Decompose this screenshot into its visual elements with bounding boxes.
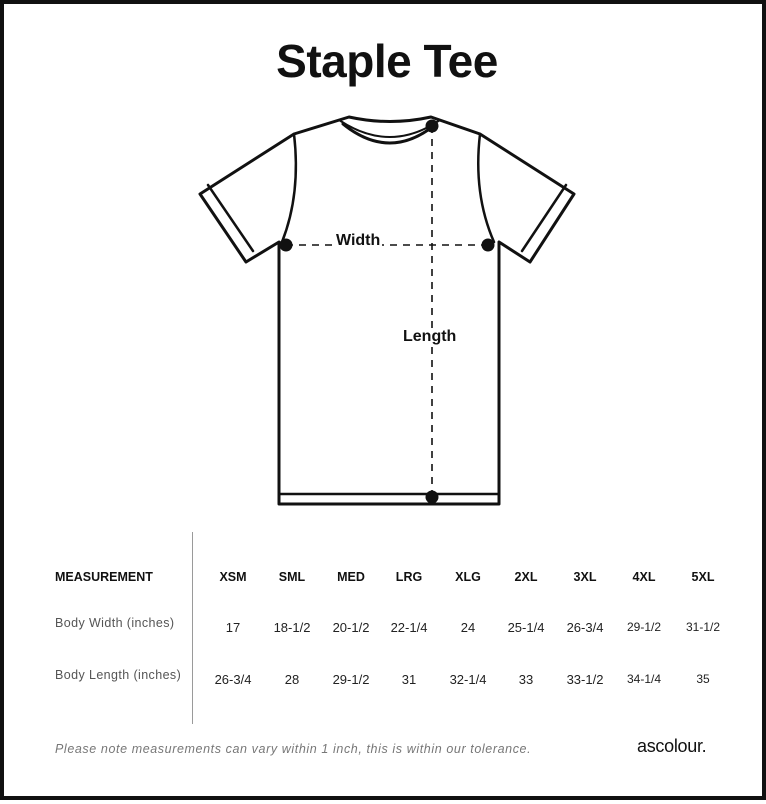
- table-cell: 35: [696, 672, 710, 686]
- length-bottom-point: [426, 491, 439, 504]
- table-cell: 22-1/4: [390, 620, 428, 635]
- table-cell: 33: [518, 672, 534, 687]
- measurement-header: MEASUREMENT: [55, 570, 153, 584]
- size-header: 4XL: [632, 570, 656, 584]
- size-header: SML: [278, 570, 306, 584]
- size-header: XSM: [219, 570, 247, 584]
- table-cell: 26-3/4: [566, 620, 604, 635]
- tshirt-outline: [200, 117, 574, 504]
- table-cell: 31-1/2: [685, 620, 721, 634]
- width-left-point: [280, 239, 293, 252]
- length-label: Length: [403, 328, 457, 345]
- page-title: Staple Tee: [276, 35, 498, 87]
- table-cell: 29-1/2: [332, 672, 370, 687]
- table-cell: 24: [460, 620, 476, 635]
- size-header: 3XL: [573, 570, 597, 584]
- table-divider: [192, 532, 193, 724]
- table-cell: 31: [401, 672, 417, 687]
- width-label: Width: [336, 232, 381, 249]
- table-cell: 34-1/4: [626, 672, 662, 686]
- tolerance-note: Please note measurements can vary within 1 inch, this is within our tolerance.: [55, 742, 532, 756]
- table-cell: 20-1/2: [332, 620, 370, 635]
- width-right-point: [482, 239, 495, 252]
- size-header: 5XL: [691, 570, 715, 584]
- size-header: 2XL: [514, 570, 538, 584]
- row-label-body-length: Body Length (inches): [55, 668, 182, 682]
- table-cell: 32-1/4: [449, 672, 487, 687]
- size-header: MED: [337, 570, 365, 584]
- size-header: XLG: [455, 570, 481, 584]
- row-label-body-width: Body Width (inches): [55, 616, 175, 630]
- table-cell: 33-1/2: [566, 672, 604, 687]
- size-header: LRG: [395, 570, 423, 584]
- table-cell: 18-1/2: [273, 620, 311, 635]
- brand-logo: ascolour.: [637, 736, 707, 756]
- table-cell: 25-1/4: [507, 620, 545, 635]
- table-cell: 26-3/4: [214, 672, 252, 687]
- length-top-point: [426, 120, 439, 133]
- table-cell: 28: [284, 672, 300, 687]
- table-cell: 17: [225, 620, 241, 635]
- table-cell: 29-1/2: [626, 620, 662, 634]
